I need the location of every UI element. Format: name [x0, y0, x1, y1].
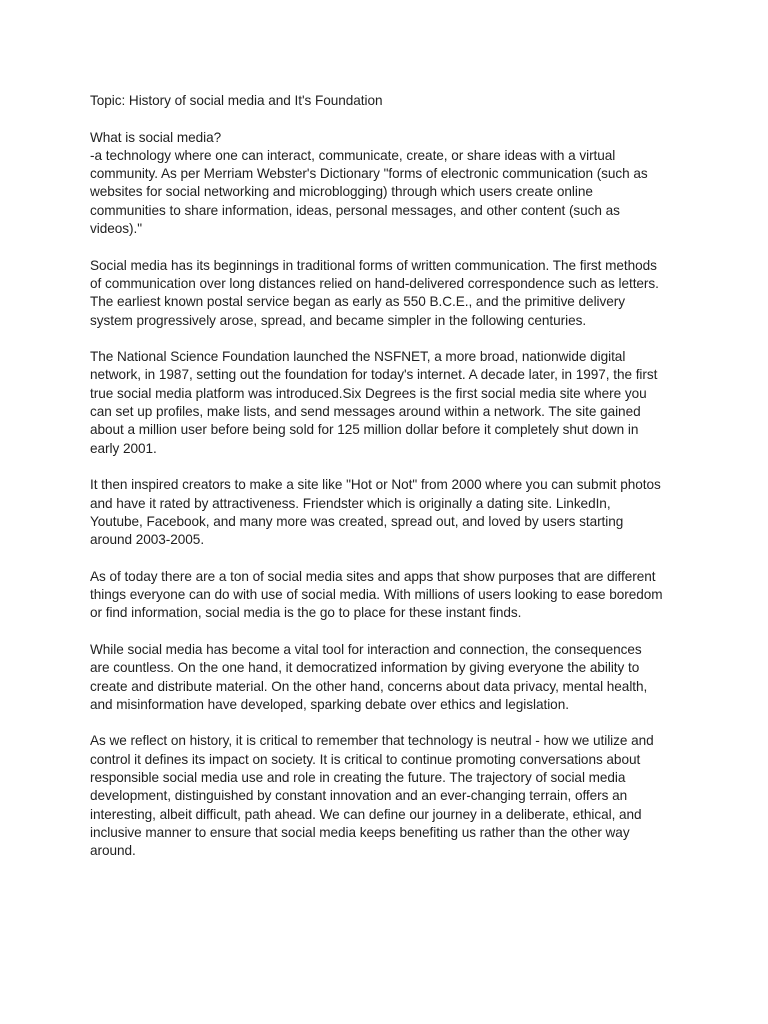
paragraph-line: create and distribute material. On the other hand, concerns about data privacy, mental health,	[90, 678, 648, 694]
paragraph-line: As of today there are a ton of social media sites and apps that show purposes that are different	[90, 568, 656, 584]
paragraph-line: or find information, social media is the go to place for these instant finds.	[90, 605, 522, 621]
definition-line: -a technology where one can interact, communicate, create, or share ideas with a virtual	[90, 147, 616, 163]
document-topic: Topic: History of social media and It's Foundation	[90, 93, 383, 108]
paragraph-line: Social media has its beginnings in traditional forms of written communication. The first methods	[90, 257, 657, 273]
paragraph-line: things everyone can do with use of social media. With millions of users looking to ease boredom	[90, 587, 663, 603]
paragraph-line: control it defines its impact on society. It is critical to continue promoting conversations about	[90, 751, 641, 767]
paragraph-line: While social media has become a vital tool for interaction and connection, the consequences	[90, 641, 642, 657]
paragraph-early-sites	[90, 476, 686, 549]
paragraph-line: and misinformation have developed, sparking debate over ethics and legislation.	[90, 696, 569, 712]
paragraph-reflection	[90, 732, 686, 860]
paragraph-origins	[90, 257, 686, 330]
paragraph-line: early 2001.	[90, 440, 157, 456]
paragraph-line: interesting, albeit difficult, path ahead. We can define our journey in a deliberate, ethical, and	[90, 806, 642, 822]
definition-line: community. As per Merriam Webster's Dictionary "forms of electronic communication (such as	[90, 166, 648, 182]
paragraph-today	[90, 568, 686, 623]
definition-line: communities to share information, ideas, personal messages, and other content (such as	[90, 202, 620, 218]
paragraph-line: inclusive manner to ensure that social media keeps benefiting us rather than the other way	[90, 824, 630, 840]
paragraph-line: can set up profiles, make lists, and send messages around within a network. The site gained	[90, 404, 641, 420]
paragraph-line: around.	[90, 843, 136, 859]
definition-line: websites for social networking and microblogging) through which users create online	[90, 184, 593, 200]
definition-block	[90, 129, 686, 239]
paragraph-line: about a million user before being sold for 125 million dollar before it completely shut down in	[90, 422, 639, 438]
paragraph-consequences	[90, 641, 686, 714]
paragraph-line: responsible social media use and role in creating the future. The trajectory of social media	[90, 769, 626, 785]
paragraph-line: The earliest known postal service began as early as 550 B.C.E., and the primitive delivery	[90, 294, 625, 310]
document-body	[90, 92, 686, 879]
paragraph-line: development, distinguished by constant innovation and an ever-changing terrain, offers an	[90, 788, 628, 804]
paragraph-line: network, in 1987, setting out the foundation for today's internet. A decade later, in 1997, the first	[90, 367, 658, 383]
paragraph-line: true social media platform was introduced.Six Degrees is the first social media site where you	[90, 385, 647, 401]
paragraph-line: It then inspired creators to make a site like "Hot or Not" from 2000 where you can submit photos	[90, 477, 661, 493]
paragraph-line: of communication over long distances relied on hand-delivered correspondence such as letters.	[90, 275, 659, 291]
question-heading: What is social media?	[90, 129, 222, 145]
paragraph-line: The National Science Foundation launched the NSFNET, a more broad, nationwide digital	[90, 349, 626, 365]
paragraph-line: are countless. On the one hand, it democratized information by giving everyone the ability to	[90, 660, 640, 676]
definition-line: videos)."	[90, 221, 142, 237]
paragraph-line: system progressively arose, spread, and became simpler in the following centuries.	[90, 312, 587, 328]
paragraph-line: Youtube, Facebook, and many more was created, spread out, and loved by users starting	[90, 513, 624, 529]
paragraph-line: As we reflect on history, it is critical to remember that technology is neutral - how we utilize and	[90, 733, 654, 749]
paragraph-line: and have it rated by attractiveness. Friendster which is originally a dating site. LinkedIn,	[90, 495, 611, 511]
paragraph-line: around 2003-2005.	[90, 532, 205, 548]
paragraph-nsfnet	[90, 348, 686, 458]
